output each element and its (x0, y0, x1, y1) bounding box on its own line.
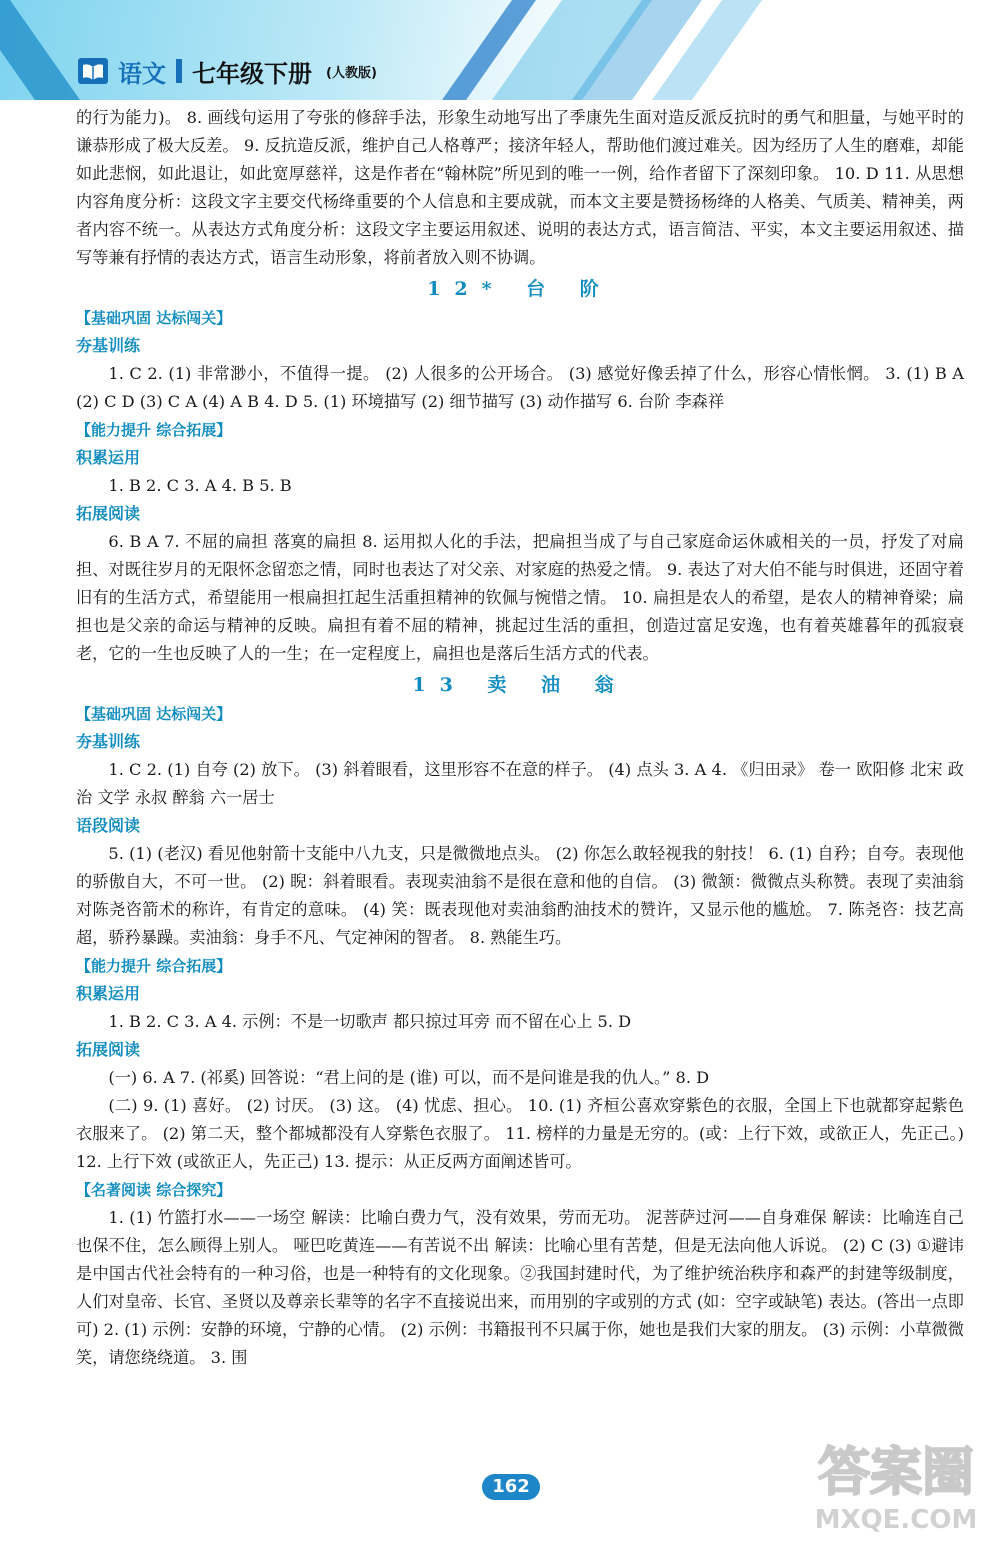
subsection-heading: 积累运用 (76, 448, 141, 467)
paragraph: 1. B 2. C 3. A 4. B 5. B (108, 476, 292, 495)
subsection-heading: 语段阅读 (76, 816, 141, 835)
paragraph: 1. (1) 竹篮打水——一场空 解读：比喻白费力气，没有效果，劳而无功。 泥菩萨过河——自身难保 解读：比喻连自己也保不住，怎么顾得上别人。 哑巴吃黄连——有苦说不出 解读：比喻心里有苦楚，但是无法向他人诉说。 (2) C (3) ①避讳是中国古代社会特有的一种习俗，也是一种特有的文化现象。②我国封建时代，为了维护统治秩序和森严的封建等级制度，人们对皇帝、长官、圣贤以及尊亲长辈等的名字不直接说出来，而用别的字或别的方式 (如：空字或缺笔) 表达。(答出一点即可) 2. (1) 示例：安静的环境，宁静的心情。 (2) 示例：书籍报刊不只属于你，她也是我们大家的朋友。 (3) 示例：小草微微笑，请您绕绕道。 3. 围 (76, 1208, 964, 1367)
watermark-site: MXQE.COM (814, 1505, 978, 1535)
section-tag: 【基础巩固 达标闯关】 (76, 705, 232, 723)
open-book-icon (78, 58, 108, 84)
subsection-heading: 夯基训练 (76, 336, 141, 355)
subsection-heading: 拓展阅读 (76, 1040, 141, 1059)
subsection-heading: 夯基训练 (76, 732, 141, 751)
watermark-text: 答案圈 (817, 1443, 975, 1503)
section-tag: 【能力提升 综合拓展】 (76, 957, 232, 975)
section-title-13: 13 卖 油 翁 (412, 674, 628, 696)
subsection-heading: 拓展阅读 (76, 504, 141, 523)
section-tag: 【能力提升 综合拓展】 (76, 421, 232, 439)
paragraph: 6. B A 7. 不屈的扁担 落寞的扁担 8. 运用拟人化的手法，把扁担当成了与自己家庭命运休戚相关的一员，抒发了对扁担、对既往岁月的无限怀念留恋之情，同时也表达了对父亲、对家庭的热爱之情。 9. 表达了对大伯不能与时俱进，还固守着旧有的生活方式，希望能用一根扁担扛起生活重担精神的钦佩与惋惜之情。 10. 扁担是农人的希望，是农人的精神脊梁；扁担也是父亲的命运与精神的反映。扁担有着不屈的精神，挑起过生活的重担，创造过富足安逸，也有着英雄暮年的孤寂衰老，它的一生也反映了人的一生；在一定程度上，扁担也是落后生活方式的代表。 (76, 532, 964, 663)
header-divider (176, 59, 182, 83)
paragraph: 1. C 2. (1) 自夸 (2) 放下。 (3) 斜着眼看，这里形容不在意的样子。 (4) 点头 3. A 4. 《归田录》 卷一 欧阳修 北宋 政治 文学 永叔 醉翁 六一居士 (76, 760, 964, 807)
page-number: 162 (482, 1474, 540, 1500)
paragraph: (二) 9. (1) 喜好。 (2) 讨厌。 (3) 这。 (4) 忧虑、担心。 10. (1) 齐桓公喜欢穿紫色的衣服，全国上下也就都穿起紫色衣服来了。 (2) 第二天，整个都城都没有人穿紫色衣服了。 11. 榜样的力量是无穷的。(或：上行下效，或欲正人，先正己。) 12. 上行下效 (或欲正人，先正己) 13. 提示：从正反两方面阐述皆可。 (76, 1096, 964, 1171)
paragraph: 1. B 2. C 3. A 4. 示例：不是一切歌声 都只掠过耳旁 而不留在心上 5. D (108, 1012, 632, 1031)
section-tag: 【名著阅读 综合探究】 (76, 1181, 232, 1199)
answer-content (76, 104, 964, 1372)
grade-label: 七年级下册 (192, 59, 312, 88)
paragraph: 的行为能力)。 8. 画线句运用了夸张的修辞手法，形象生动地写出了季康先生面对造反派反抗时的勇气和胆量，与她平时的谦恭形成了极大反差。 9. 反抗造反派，维护自己人格尊严；接济年轻人，帮助他们渡过难关。因为经历了人生的磨难，却能如此悲悯，如此退让，如此宽厚慈祥，这是作者在“翰林院”所见到的唯一一例，给作者留下了深刻印象。 10. D 11. 从思想内容角度分析：这段文字主要交代杨绛重要的个人信息和主要成就，而本文主要是赞扬杨绛的人格美、气质美、精神美，两者内容不统一。从表达方式角度分析：这段文字主要运用叙述、说明的表达方式，语言简洁、平实，本文主要运用叙述、描写等兼有抒情的表达方式，语言生动形象，将前者放入则不协调。 (76, 108, 964, 267)
watermark-logo (800, 1432, 992, 1536)
section-title-12: 12* 台 阶 (427, 278, 613, 300)
section-tag: 【基础巩固 达标闯关】 (76, 309, 232, 327)
subject-label: 语文 (118, 59, 166, 88)
edition-label: (人教版) (326, 65, 377, 81)
paragraph: 1. C 2. (1) 非常渺小，不值得一提。 (2) 人很多的公开场合。 (3) 感觉好像丢掉了什么，形容心情怅惘。 3. (1) B A (2) C D (3) C A (4) A B 4. D 5. (1) 环境描写 (2) 细节描写 (3) 动作描写 6. 台阶 李森祥 (76, 364, 964, 411)
subsection-heading: 积累运用 (76, 984, 141, 1003)
page-header (78, 54, 377, 88)
paragraph: 5. (1) (老汉) 看见他射箭十支能中八九支，只是微微地点头。 (2) 你怎么敢轻视我的射技！ 6. (1) 自矜；自夸。表现他的骄傲自大，不可一世。 (2) 睨：斜着眼看。表现卖油翁不是很在意和他的自信。 (3) 微颔：微微点头称赞。表现了卖油翁对陈尧咨箭术的称许，有肯定的意味。 (4) 笑：既表现他对卖油翁酌油技术的赞许，又显示他的尴尬。 7. 陈尧咨：技艺高超，骄矜暴躁。卖油翁：身手不凡、气定神闲的智者。 8. 熟能生巧。 (76, 844, 964, 947)
paragraph: (一) 6. A 7. (祁奚) 回答说：“君上问的是 (谁) 可以，而不是问谁是我的仇人。” 8. D (108, 1068, 710, 1087)
